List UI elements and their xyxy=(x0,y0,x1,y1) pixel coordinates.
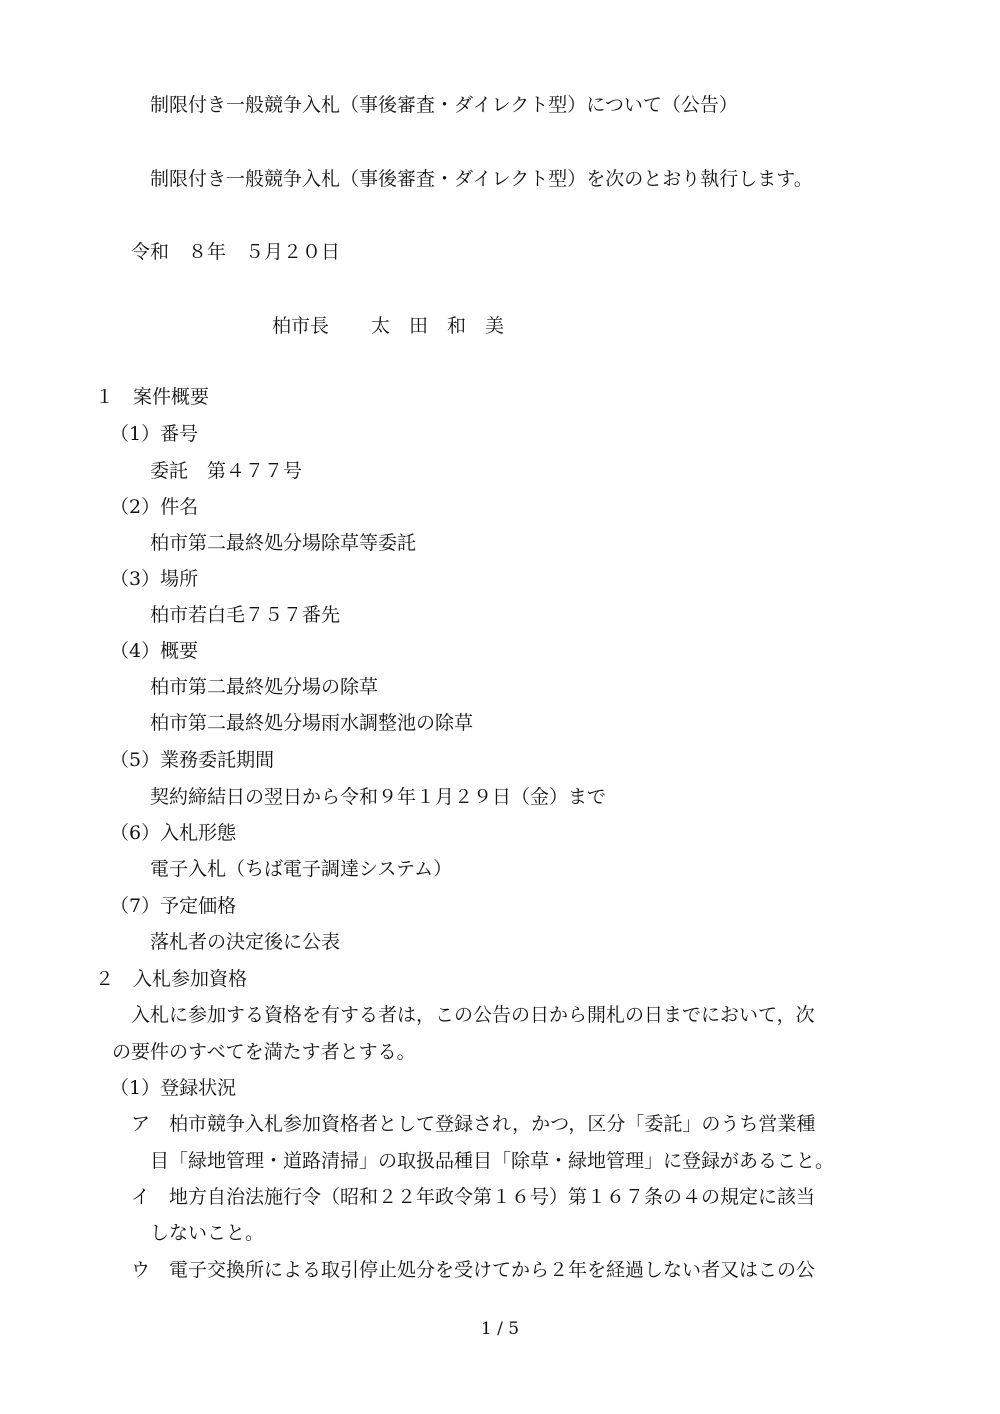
item-value-summary-1: 柏市第二最終処分場の除草 xyxy=(150,676,379,698)
page-number: 1 / 5 xyxy=(480,1319,520,1339)
item-label-bid-format: （6）入札形態 xyxy=(110,822,237,844)
item-value-number: 委託 第４７７号 xyxy=(150,460,303,482)
signer-title: 柏市長 xyxy=(272,315,330,337)
item-value-price: 落札者の決定後に公表 xyxy=(150,931,341,953)
item-label-number: （1）番号 xyxy=(110,423,199,445)
item-value-period: 契約締結日の翌日から令和９年１月２９日（金）まで xyxy=(150,786,607,808)
requirement-a-2: 目「緑地管理・道路清掃」の取扱品種目「除草・緑地管理」に登録があること。 xyxy=(150,1150,835,1172)
item-label-period: （5）業務委託期間 xyxy=(110,749,275,771)
item-label-location: （3）場所 xyxy=(110,568,199,590)
requirement-i-2: しないこと。 xyxy=(150,1222,265,1244)
notice-title: 制限付き一般競争入札（事後審査・ダイレクト型）について（公告） xyxy=(150,94,738,116)
eligibility-intro-2: の要件のすべてを満たす者とする。 xyxy=(112,1041,416,1063)
section-heading: ２ 入札参加資格 xyxy=(95,968,248,990)
item-value-location: 柏市若白毛７５７番先 xyxy=(150,604,341,626)
item-value-name: 柏市第二最終処分場除草等委託 xyxy=(150,532,417,554)
item-label-summary: （4）概要 xyxy=(110,640,199,662)
notice-intro: 制限付き一般競争入札（事後審査・ダイレクト型）を次のとおり執行します。 xyxy=(150,168,813,190)
requirement-a-1: ア 柏市競争入札参加資格者として登録され，かつ，区分「委託」のうち営業種 xyxy=(131,1113,816,1135)
signer-name: 太 田 和 美 xyxy=(371,315,505,337)
sub-label-registration: （1）登録状況 xyxy=(110,1077,237,1099)
item-value-bid-format: 電子入札（ちば電子調達システム） xyxy=(150,858,453,880)
section-heading: １ 案件概要 xyxy=(95,386,210,408)
notice-date: 令和 ８年 ５月２０日 xyxy=(131,241,341,263)
item-value-summary-2: 柏市第二最終処分場雨水調整池の除草 xyxy=(150,712,474,734)
requirement-i-1: イ 地方自治法施行令（昭和２２年政令第１６号）第１６７条の４の規定に該当 xyxy=(131,1186,816,1208)
item-label-name: （2）件名 xyxy=(110,496,199,518)
requirement-u-1: ウ 電子交換所による取引停止処分を受けてから２年を経過しない者又はこの公 xyxy=(131,1259,816,1281)
item-label-price: （7）予定価格 xyxy=(110,895,237,917)
eligibility-intro-1: 入札に参加する資格を有する者は，この公告の日から開札の日までにおいて，次 xyxy=(131,1004,815,1026)
